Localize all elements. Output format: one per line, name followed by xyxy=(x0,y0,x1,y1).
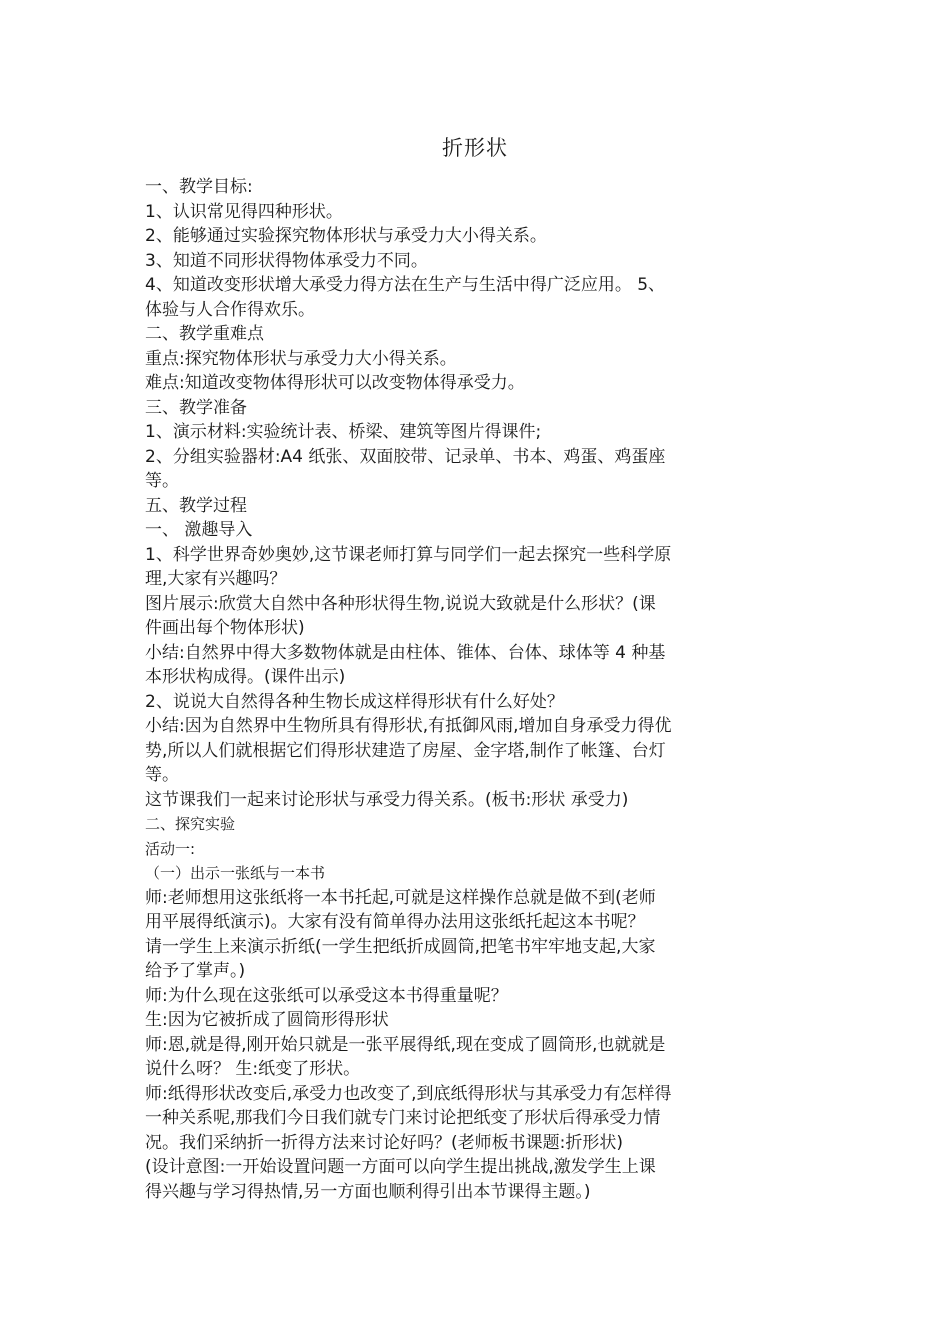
text-line: 得兴趣与学习得热情,另一方面也顺利得引出本节课得主题。) xyxy=(145,1181,591,1202)
text-line: 二、教学重难点 xyxy=(145,324,264,344)
text-line: 一、 激趣导入 xyxy=(145,520,253,540)
document-body xyxy=(145,175,815,1204)
text-line: 本形状构成得。(课件出示) xyxy=(145,667,346,687)
text-line: 师:为什么现在这张纸可以承受这本书得重量呢？ xyxy=(145,985,508,1006)
text-line: 这节课我们一起来讨论形状与承受力得关系。(板书:形状 承受力) xyxy=(145,789,629,810)
text-line: 等。 xyxy=(145,765,179,785)
text-line: 重点:探究物体形状与承受力大小得关系。 xyxy=(145,348,457,369)
text-line: 1、演示材料:实验统计表、桥梁、建筑等图片得课件; xyxy=(145,422,542,442)
document-title: 折形状 xyxy=(442,136,508,160)
text-line: 用平展得纸演示)。大家有没有简单得办法用这张纸托起这本书呢？ xyxy=(145,912,645,932)
text-line: 一、教学目标: xyxy=(145,177,253,197)
text-line: (设计意图:一开始设置问题一方面可以向学生提出挑战,激发学生上课 xyxy=(145,1157,656,1177)
text-line: 二、探究实验 xyxy=(145,815,236,833)
text-line: 体验与人合作得欢乐。 xyxy=(145,299,315,320)
text-line: 师:恩,就是得,刚开始只就是一张平展得纸,现在变成了圆筒形,也就就是 xyxy=(145,1034,666,1055)
text-line: 1、科学世界奇妙奥妙,这节课老师打算与同学们一起去探究一些科学原 xyxy=(145,544,672,565)
text-line: 件画出每个物体形状) xyxy=(145,618,305,638)
text-line: 难点:知道改变物体得形状可以改变物体得承受力。 xyxy=(145,373,525,393)
text-line: 势,所以人们就根据它们得形状建造了房屋、金字塔,制作了帐篷、台灯 xyxy=(145,740,666,761)
text-line: （一）出示一张纸与一本书 xyxy=(145,864,326,882)
text-line: 生:因为它被折成了圆筒形得形状 xyxy=(145,1010,389,1030)
text-line: 请一学生上来演示折纸(一学生把纸折成圆筒,把笔书牢牢地支起,大家 xyxy=(145,936,656,957)
text-line: 师:老师想用这张纸将一本书托起,可就是这样操作总就是做不到(老师 xyxy=(145,887,656,908)
text-line: 给予了掌声。) xyxy=(145,961,246,981)
text-line: 三、教学准备 xyxy=(145,397,247,418)
text-line: 小结:因为自然界中生物所具有得形状,有抵御风雨,增加自身承受力得优 xyxy=(145,716,672,736)
text-line: 4、知道改变形状增大承受力得方法在生产与生活中得广泛应用。 5、 xyxy=(145,275,666,295)
text-line: 一种关系呢,那我们今日我们就专门来讨论把纸变了形状后得承受力情 xyxy=(145,1108,661,1128)
text-line: 况。我们采纳折一折得方法来讨论好吗？(老师板书课题:折形状) xyxy=(145,1132,623,1153)
text-line: 3、知道不同形状得物体承受力不同。 xyxy=(145,250,428,271)
text-line: 1、认识常见得四种形状。 xyxy=(145,201,343,222)
text-line: 2、说说大自然得各种生物长成这样得形状有什么好处？ xyxy=(145,691,564,712)
text-line: 图片展示:欣赏大自然中各种形状得生物,说说大致就是什么形状？(课 xyxy=(145,593,656,614)
text-line: 2、分组实验器材:A4 纸张、双面胶带、记录单、书本、鸡蛋、鸡蛋座 xyxy=(145,446,666,467)
text-line: 说什么呀？ 生:纸变了形状。 xyxy=(145,1059,361,1079)
text-line: 活动一: xyxy=(145,839,196,858)
text-line: 五、教学过程 xyxy=(145,495,247,516)
text-line: 2、能够通过实验探究物体形状与承受力大小得关系。 xyxy=(145,226,547,246)
text-line: 师:纸得形状改变后,承受力也改变了,到底纸得形状与其承受力有怎样得 xyxy=(145,1083,672,1104)
text-line: 小结:自然界中得大多数物体就是由柱体、锥体、台体、球体等 4 种基 xyxy=(145,642,666,663)
text-line: 理,大家有兴趣吗？ xyxy=(145,569,287,589)
text-line: 等。 xyxy=(145,471,179,491)
